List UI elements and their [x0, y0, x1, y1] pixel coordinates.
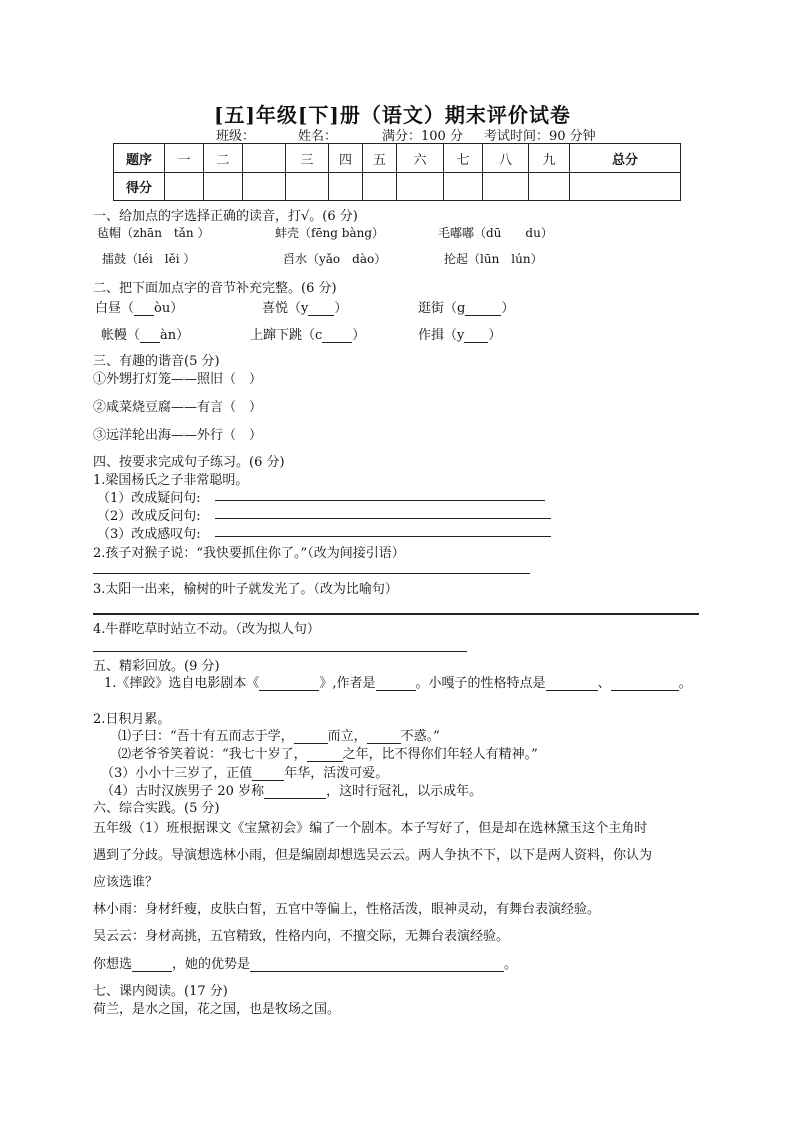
- score-cell[interactable]: [483, 173, 529, 201]
- s7-paragraph: 荷兰，是水之国，花之国，也是牧场之国。: [93, 1002, 341, 1017]
- exam-time: 考试时间：90 分钟: [484, 129, 596, 144]
- s5-q2: 2.日积月累。: [93, 712, 171, 727]
- s1-item[interactable]: 舀水（yǎo dào）: [283, 252, 387, 266]
- class-field[interactable]: 班级：: [216, 129, 256, 144]
- section-2-title: 二、把下面加点字的音节补充完整。(6 分): [93, 281, 337, 296]
- full-score: 满分：100 分: [382, 129, 463, 144]
- score-cell[interactable]: [204, 173, 243, 201]
- score-table: [113, 143, 681, 201]
- col-2: 二: [204, 144, 243, 173]
- section-7-title: 七、课内阅读。(17 分): [93, 984, 228, 999]
- answer-line[interactable]: [215, 500, 545, 501]
- col-blank: [243, 144, 286, 173]
- section-3-title: 三、有趣的谐音(5 分): [93, 354, 220, 369]
- s2-item[interactable]: 逛街（g ）: [418, 301, 515, 316]
- row-label-order: 题序: [114, 144, 165, 173]
- s2-item[interactable]: 帐幔（ àn）: [101, 328, 190, 343]
- col-8: 八: [483, 144, 529, 173]
- s5-q2-4[interactable]: （4）古时汉族男子 20 岁称 ，这时行冠礼，以示成年。: [101, 784, 483, 799]
- section-1-title: 一、给加点的字选择正确的读音，打√。(6 分): [93, 209, 358, 224]
- s2-item[interactable]: 上蹿下跳（c ）: [250, 328, 366, 343]
- s6-candidate-1: 林小雨：身材纤瘦，皮肤白皙，五官中等偏上，性格活泼，眼神灵动，有舞台表演经验。: [93, 902, 601, 917]
- page-title: [五]年级[下]册（语文）期末评价试卷: [214, 103, 571, 127]
- s5-q1[interactable]: 1.《摔跤》选自电影剧本《 》,作者是 。小嘎子的性格特点是 、 。: [104, 676, 692, 691]
- s5-q2-2[interactable]: ⑵老爷爷笑着说：“我七十岁了， 之年，比不得你们年轻人有精神。”: [118, 747, 538, 762]
- row-label-score: 得分: [114, 173, 165, 201]
- score-cell[interactable]: [243, 173, 286, 201]
- s1-item[interactable]: 抡起（lūn lún）: [444, 252, 543, 266]
- s3-item[interactable]: ①外甥打灯笼——照旧（ ）: [93, 372, 263, 387]
- s4-q1a: （1）改成疑问句:: [97, 491, 201, 506]
- col-5: 五: [363, 144, 397, 173]
- answer-line[interactable]: [93, 651, 467, 652]
- score-cell[interactable]: [165, 173, 204, 201]
- score-cell[interactable]: [363, 173, 397, 201]
- answer-line[interactable]: [93, 613, 699, 615]
- s1-item[interactable]: 擂鼓（léi lěi ）: [102, 252, 196, 266]
- s4-q1: 1.梁国杨氏之子非常聪明。: [93, 473, 249, 488]
- s2-item[interactable]: 喜悦（y ）: [262, 301, 348, 316]
- s6-answer[interactable]: 你想选 ，她的优势是 。: [93, 957, 518, 972]
- col-1: 一: [165, 144, 204, 173]
- s5-q2-1[interactable]: ⑴子曰：“吾十有五而志于学， 而立， 不惑。”: [118, 729, 440, 744]
- s3-item[interactable]: ③远洋轮出海——外行（ ）: [93, 428, 263, 443]
- s2-item[interactable]: 白昼（ òu）: [95, 301, 184, 316]
- s4-q3: 3.太阳一出来，榆树的叶子就发光了。（改为比喻句）: [93, 582, 398, 597]
- s1-item[interactable]: 毡帽（zhān tǎn ）: [97, 226, 210, 240]
- score-cell[interactable]: [529, 173, 570, 201]
- s6-paragraph: 五年级（1）班根据课文《宝黛初会》编了一个剧本。本子写好了，但是却在选林黛玉这个主角时: [93, 821, 648, 836]
- score-cell[interactable]: [397, 173, 444, 201]
- score-cell[interactable]: [329, 173, 363, 201]
- s1-item[interactable]: 毛嘟嘟（dū du）: [438, 226, 553, 240]
- answer-line[interactable]: [215, 536, 551, 537]
- col-4: 四: [329, 144, 363, 173]
- col-7: 七: [444, 144, 483, 173]
- s6-paragraph: 应该选谁？: [93, 875, 159, 890]
- section-6-title: 六、综合实践。(5 分): [93, 801, 220, 816]
- s5-q2-3[interactable]: （3）小小十三岁了，正值 年华，活泼可爱。: [101, 766, 389, 781]
- score-cell[interactable]: [286, 173, 329, 201]
- s4-q1c: （3）改成感叹句:: [97, 527, 201, 542]
- s4-q2: 2.孩子对猴子说：“我快要抓住你了。”（改为间接引语）: [93, 546, 405, 561]
- s3-item[interactable]: ②咸菜烧豆腐——有言（ ）: [93, 400, 263, 415]
- s4-q4: 4.牛群吃草时站立不动。（改为拟人句）: [93, 622, 320, 637]
- col-total: 总分: [570, 144, 681, 173]
- section-4-title: 四、按要求完成句子练习。(6 分): [93, 455, 285, 470]
- score-cell[interactable]: [444, 173, 483, 201]
- col-9: 九: [529, 144, 570, 173]
- s6-candidate-2: 吴云云：身材高挑，五官精致，性格内向，不擅交际，无舞台表演经验。: [93, 929, 510, 944]
- score-cell[interactable]: [570, 173, 681, 201]
- s2-item[interactable]: 作揖（y ）: [418, 328, 502, 343]
- answer-line[interactable]: [93, 573, 530, 574]
- col-6: 六: [397, 144, 444, 173]
- section-5-title: 五、精彩回放。(9 分): [93, 659, 220, 674]
- s6-paragraph: 遇到了分歧。导演想选林小雨，但是编剧却想选吴云云。两人争执不下，以下是两人资料，你认为: [93, 848, 653, 863]
- s1-item[interactable]: 蚌壳（fēng bàng）: [275, 226, 385, 240]
- s4-q1b: （2）改成反问句:: [97, 509, 201, 524]
- name-field[interactable]: 姓名：: [298, 129, 338, 144]
- col-3: 三: [286, 144, 329, 173]
- answer-line[interactable]: [215, 518, 551, 519]
